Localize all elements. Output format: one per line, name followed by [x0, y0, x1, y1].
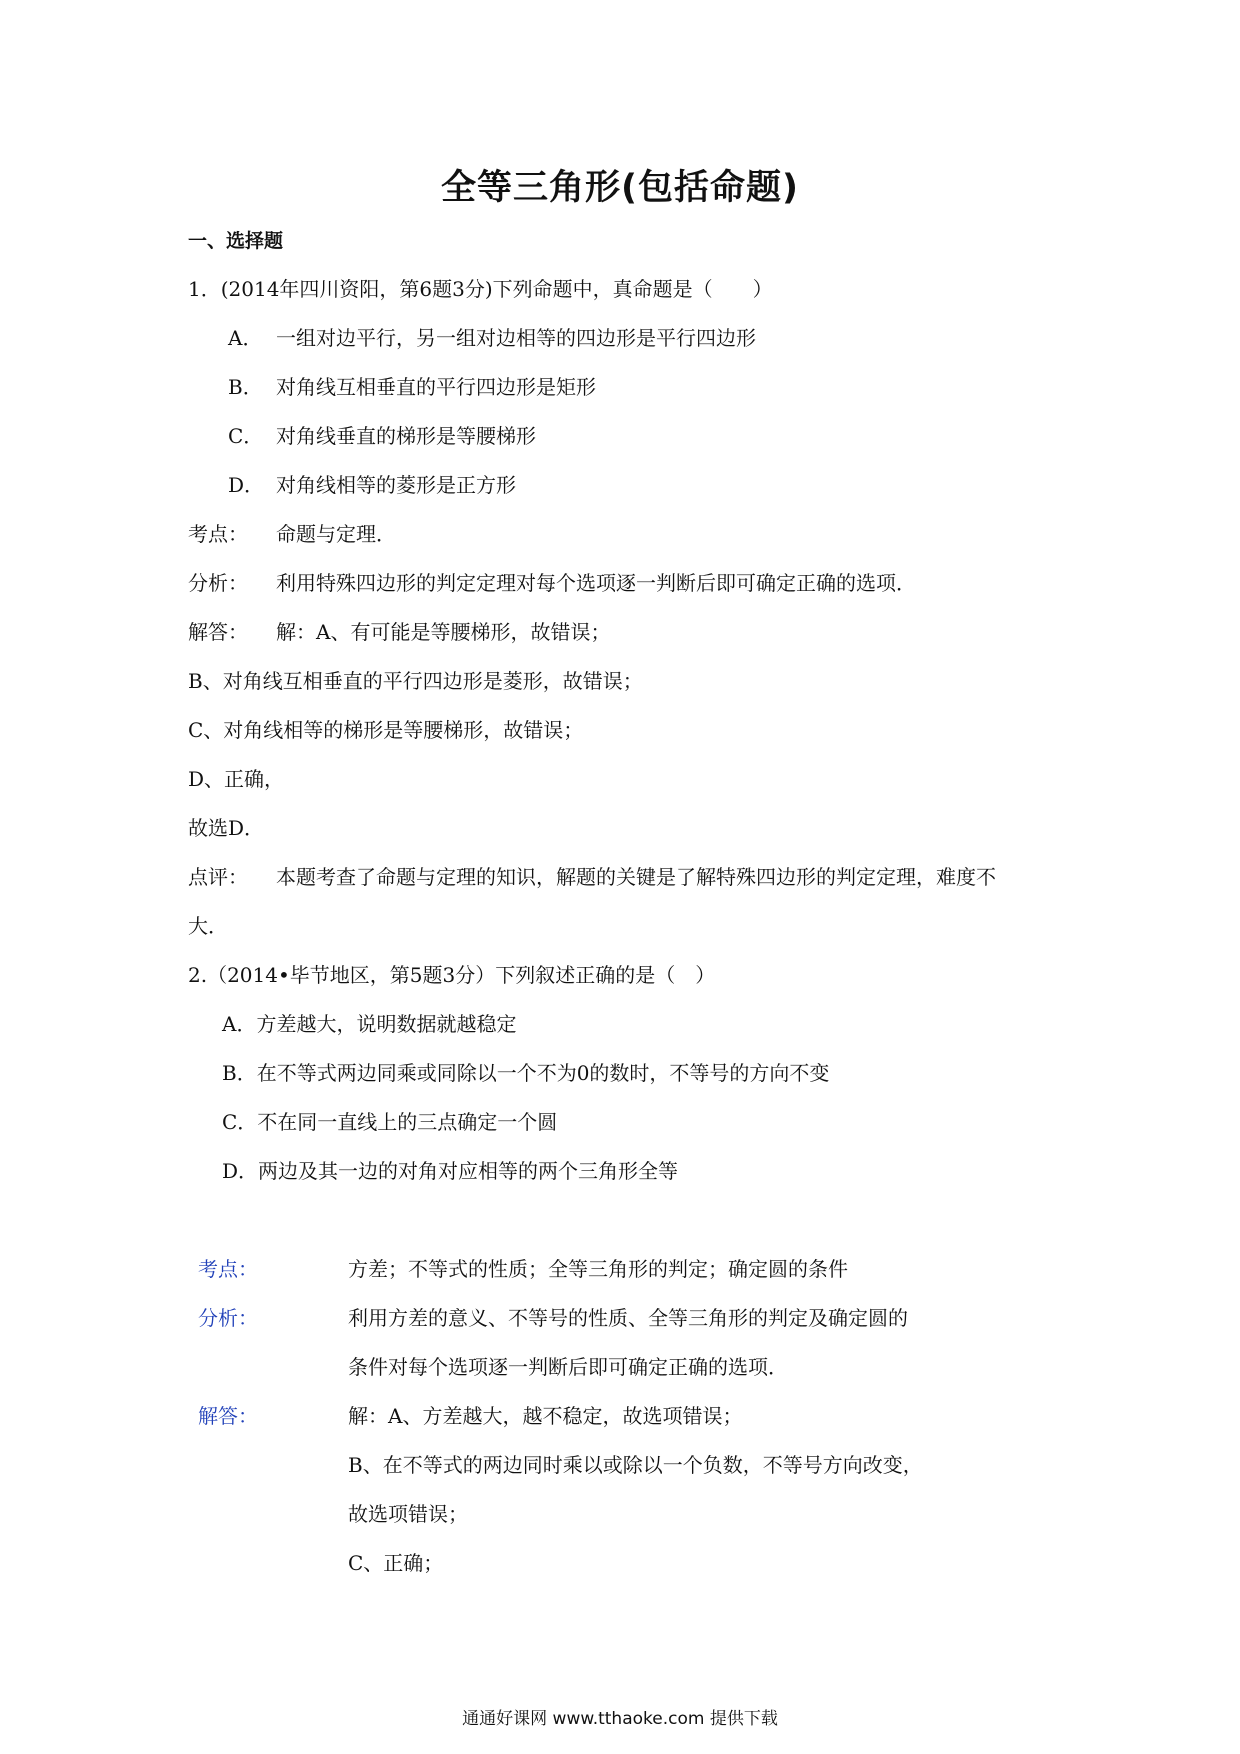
q1-kaodian: [188, 521, 396, 547]
q2-option-d: D．两边及其一边的对角对应相等的两个三角形全等: [222, 1159, 679, 1183]
dianping-label: 点评：: [188, 865, 248, 889]
kaodian-label: 考点：: [188, 522, 248, 546]
page-title: 全等三角形(包括命题): [441, 168, 799, 208]
jieda-label: 解答：: [198, 1404, 258, 1428]
q1-dianping-cont: 大．: [188, 914, 228, 938]
q2-kaodian: [198, 1256, 848, 1282]
kaodian-text: 方差；不等式的性质；全等三角形的判定；确定圆的条件: [348, 1257, 848, 1281]
fenxi-text: 利用特殊四边形的判定定理对每个选项逐一判断后即可确定正确的选项．: [276, 571, 916, 595]
fenxi-text: 利用方差的意义、不等号的性质、全等三角形的判定及确定圆的: [348, 1306, 908, 1330]
q1-option-a: [228, 325, 756, 351]
jieda-label: 解答：: [188, 620, 248, 644]
q1-option-b: [228, 374, 596, 400]
q1-option-d: [228, 472, 516, 498]
q1-answer-line: D、正确，: [188, 767, 285, 791]
q2-option-c: C．不在同一直线上的三点确定一个圆: [222, 1110, 558, 1134]
option-letter: D．: [228, 473, 265, 497]
q1-option-c: [228, 423, 536, 449]
q1-fenxi: [188, 570, 916, 596]
option-letter: A．: [228, 326, 263, 350]
kaodian-label: 考点：: [198, 1257, 258, 1281]
q2-answer-line: B、在不等式的两边同时乘以或除以一个负数，不等号方向改变，: [348, 1453, 923, 1477]
q1-answer-line: 故选D．: [188, 816, 265, 840]
q2-option-b: B．在不等式两边同乘或同除以一个不为0的数时，不等号的方向不变: [222, 1061, 830, 1085]
q2-jieda: [198, 1403, 742, 1429]
fenxi-label: 分析：: [198, 1306, 258, 1330]
option-letter: B．: [228, 375, 263, 399]
jieda-text: 解：A、有可能是等腰梯形，故错误；: [276, 620, 611, 644]
section-heading: 一、选择题: [188, 230, 284, 252]
q1-answer-line: C、对角线相等的梯形是等腰梯形，故错误；: [188, 718, 584, 742]
q2-answer-line: C、正确；: [348, 1551, 444, 1575]
option-text: 对角线相等的菱形是正方形: [276, 473, 516, 497]
dianping-text: 本题考查了命题与定理的知识，解题的关键是了解特殊四边形的判定定理，难度不: [276, 865, 996, 889]
q1-stem: 1．(2014年四川资阳，第6题3分)下列命题中，真命题是（ ）: [188, 277, 773, 301]
option-text: 对角线互相垂直的平行四边形是矩形: [276, 375, 596, 399]
option-text: 一组对边平行，另一组对边相等的四边形是平行四边形: [276, 326, 756, 350]
q2-option-a: A．方差越大，说明数据就越稳定: [222, 1012, 517, 1036]
jieda-text: 解：A、方差越大，越不稳定，故选项错误；: [348, 1404, 743, 1428]
q1-dianping: [188, 864, 996, 890]
q2-fenxi: [198, 1305, 908, 1331]
option-letter: C．: [228, 424, 264, 448]
q1-jieda: [188, 619, 610, 645]
option-text: 对角线垂直的梯形是等腰梯形: [276, 424, 536, 448]
page-footer: 通通好课网 www.tthaoke.com 提供下载: [462, 1709, 778, 1729]
fenxi-label: 分析：: [188, 571, 248, 595]
q2-answer-line: 故选项错误；: [348, 1502, 468, 1526]
q2-stem: 2.（2014•毕节地区，第5题3分）下列叙述正确的是（ ）: [188, 963, 716, 987]
q2-fenxi-cont: 条件对每个选项逐一判断后即可确定正确的选项．: [348, 1355, 788, 1379]
q1-answer-line: B、对角线互相垂直的平行四边形是菱形，故错误；: [188, 669, 643, 693]
kaodian-text: 命题与定理．: [276, 522, 396, 546]
